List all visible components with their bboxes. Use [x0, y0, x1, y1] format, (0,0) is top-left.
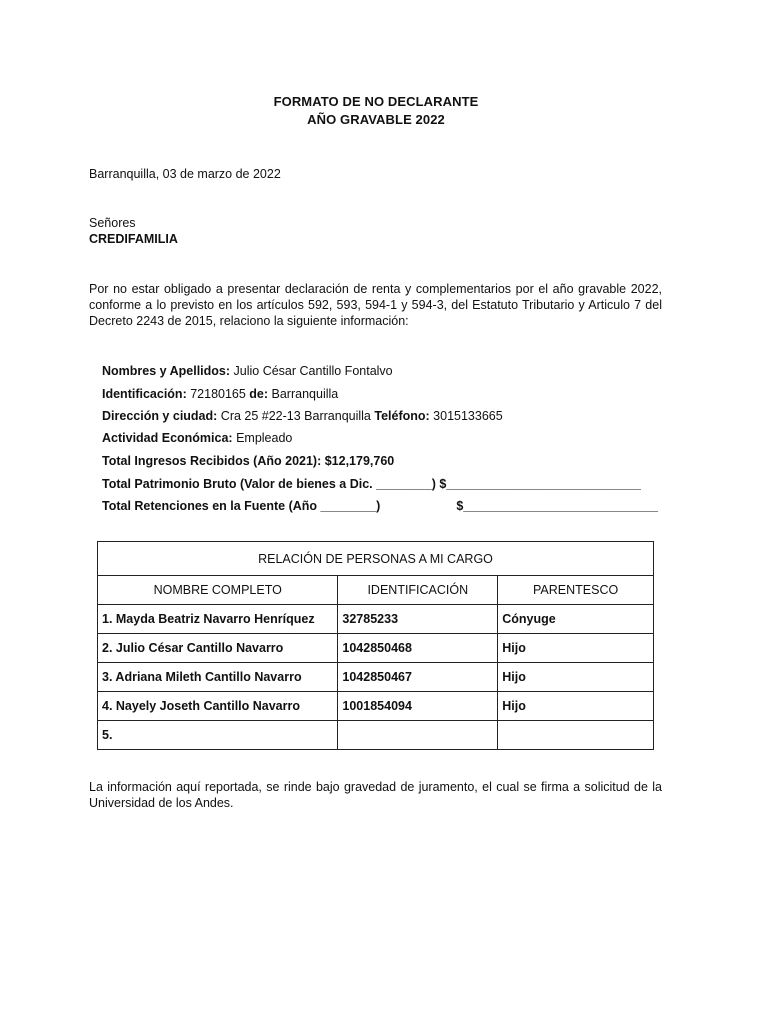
dependent-relation: Hijo: [498, 692, 654, 721]
dependent-id: 1042850467: [338, 663, 498, 692]
closing-paragraph: La información aquí reportada, se rinde bajo gravedad de juramento, el cual se firma a solicitud de la Universidad de los Andes.: [89, 780, 662, 810]
info-activity: [102, 431, 292, 445]
table-row: [98, 721, 654, 750]
dependent-name: 3. Adriana Mileth Cantillo Navarro: [98, 663, 338, 692]
dependent-relation: [498, 721, 654, 750]
table-caption-row: [98, 542, 654, 576]
withholding-label: Total Retenciones en la Fuente (Año ________): [102, 499, 381, 513]
header-relationship: PARENTESCO: [498, 576, 654, 605]
document-subtitle: AÑO GRAVABLE 2022: [307, 112, 445, 127]
dependent-relation: Hijo: [498, 663, 654, 692]
info-assets: Total Patrimonio Bruto (Valor de bienes a Dic. ________) $____________________________: [102, 477, 641, 491]
id-value: 72180165: [186, 387, 250, 401]
id-from-value: Barranquilla: [268, 387, 339, 401]
table-row: [98, 663, 654, 692]
dependent-relation: Hijo: [498, 634, 654, 663]
intro-paragraph: Por no estar obligado a presentar declaración de renta y complementarios por el año gravable 2022, conforme a lo previsto en los artículos 592, 593, 594-1 y 594-3, del Estatuto Tributario y Articulo 7 del Decreto 2243 de 2015, relaciono la siguiente información:: [89, 282, 662, 328]
greeting: Señores: [89, 216, 136, 230]
document-title: FORMATO DE NO DECLARANTE: [273, 94, 479, 109]
dependent-name: 1. Mayda Beatriz Navarro Henríquez: [98, 605, 338, 634]
address-value: Cra 25 #22-13 Barranquilla: [217, 409, 375, 423]
phone-value: 3015133665: [429, 409, 503, 423]
activity-label: Actividad Económica:: [102, 431, 233, 445]
info-income: Total Ingresos Recibidos (Año 2021): $12,179,760: [102, 454, 395, 468]
table-header-row: [98, 576, 654, 605]
dependent-id: 1001854094: [338, 692, 498, 721]
table-row: [98, 605, 654, 634]
withholding-value: $____________________________: [456, 499, 658, 513]
dependent-id: 1042850468: [338, 634, 498, 663]
name-value: Julio César Cantillo Fontalvo: [230, 364, 393, 378]
dependents-table: [97, 541, 654, 750]
place-date: Barranquilla, 03 de marzo de 2022: [89, 167, 281, 181]
table-row: [98, 634, 654, 663]
dependent-name: 2. Julio César Cantillo Navarro: [98, 634, 338, 663]
name-label: Nombres y Apellidos:: [102, 364, 231, 378]
info-name: [102, 364, 393, 378]
header-identification: IDENTIFICACIÓN: [338, 576, 498, 605]
dependents-title: RELACIÓN DE PERSONAS A MI CARGO: [98, 542, 654, 576]
info-address: [102, 409, 503, 423]
id-from-label: de:: [249, 387, 269, 401]
info-withholding: [102, 499, 658, 513]
dependent-relation: Cónyuge: [498, 605, 654, 634]
dependent-id: 32785233: [338, 605, 498, 634]
info-identification: [102, 387, 338, 401]
phone-label: Teléfono:: [374, 409, 430, 423]
activity-value: Empleado: [232, 431, 293, 445]
address-label: Dirección y ciudad:: [102, 409, 218, 423]
dependent-name: 5.: [98, 721, 338, 750]
recipient: CREDIFAMILIA: [89, 232, 178, 246]
header-name: NOMBRE COMPLETO: [98, 576, 338, 605]
table-row: [98, 692, 654, 721]
id-label: Identificación:: [102, 387, 187, 401]
dependent-name: 4. Nayely Joseth Cantillo Navarro: [98, 692, 338, 721]
dependent-id: [338, 721, 498, 750]
